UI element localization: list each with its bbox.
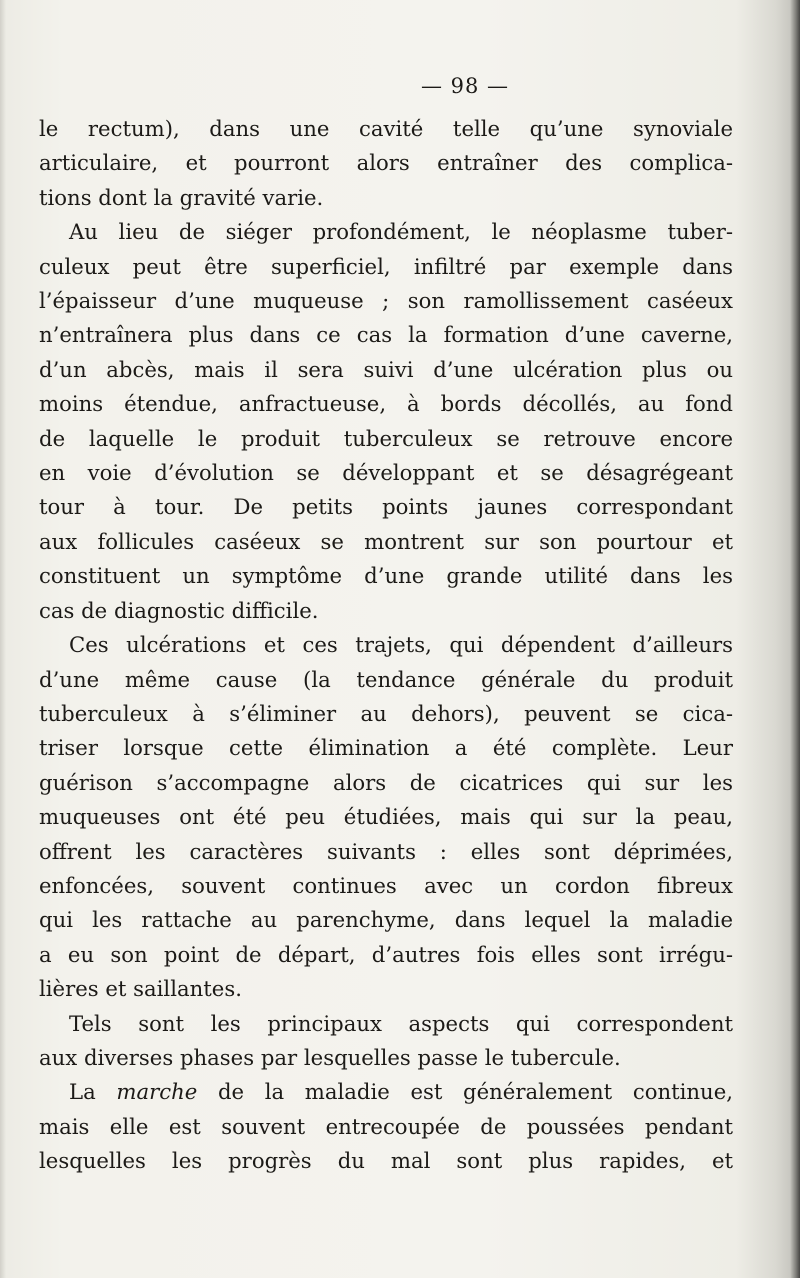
text-line: triser lorsque cette élimination a été complète. Leur [39,735,733,761]
text-line: d’un abcès, mais il sera suivi d’une ulcération plus ou [39,356,733,382]
text-line: aux follicules caséeux se montrent sur son pourtour et [39,528,733,554]
page-number: — 98 — [420,74,510,98]
text-line: muqueuses ont été peu étudiées, mais qui sur la peau, [39,804,733,830]
text-line: de laquelle le produit tuberculeux se retrouve encore [39,425,733,451]
text-line: Au lieu de siéger profondément, le néoplasme tuber- [69,219,733,245]
page-left-shadow [0,0,6,1278]
text-line: Ces ulcérations et ces trajets, qui dépendent d’ailleurs [69,632,733,658]
text-line: mais elle est souvent entrecoupée de poussées pendant [39,1113,733,1139]
text-line: tions dont la gravité varie. [39,184,324,210]
text-line: culeux peut être superficiel, infiltré par exemple dans [39,253,733,279]
text-line: lesquelles les progrès du mal sont plus rapides, et [39,1148,733,1174]
text-line: enfoncées, souvent continues avec un cordon fibreux [39,872,733,898]
text-line: constituent un symptôme d’une grande utilité dans les [39,563,733,589]
text-line: l’épaisseur d’une muqueuse ; son ramollissement caséeux [39,288,733,314]
text-line: Tels sont les principaux aspects qui correspondent [69,1010,733,1036]
text-line: qui les rattache au parenchyme, dans lequel la maladie [39,907,733,933]
text-line: tour à tour. De petits points jaunes correspondant [39,494,733,520]
text-line: cas de diagnostic difficile. [39,597,319,623]
text-line: n’entraînera plus dans ce cas la formation d’une caverne, [39,322,733,348]
text-fragment: de la maladie est généralement continue, [217,1079,733,1105]
text-line: aux diverses phases par lesquelles passe le tubercule. [39,1044,621,1070]
text-line: moins étendue, anfractueuse, à bords décollés, au fond [39,391,733,417]
page-right-edge-shadow [790,0,800,1278]
text-line: a eu son point de départ, d’autres fois elles sont irrégu- [39,941,733,967]
emphasized-word: marche [116,1079,198,1105]
text-line: offrent les caractères suivants : elles sont déprimées, [39,838,733,864]
text-line: guérison s’accompagne alors de cicatrices qui sur les [39,769,733,795]
text-line: le rectum), dans une cavité telle qu’une synoviale [39,116,733,141]
text-line: lières et saillantes. [39,976,242,1002]
text-line-with-emphasis [39,1075,733,1109]
text-fragment: La [69,1079,96,1105]
text-line: en voie d’évolution se développant et se désagrégeant [39,460,733,486]
text-line: articulaire, et pourront alors entraîner des complica- [39,150,733,176]
body-text [39,112,733,1179]
text-line: d’une même cause (la tendance générale du produit [39,666,733,692]
text-line: tuberculeux à s’éliminer au dehors), peuvent se cica- [39,700,733,726]
